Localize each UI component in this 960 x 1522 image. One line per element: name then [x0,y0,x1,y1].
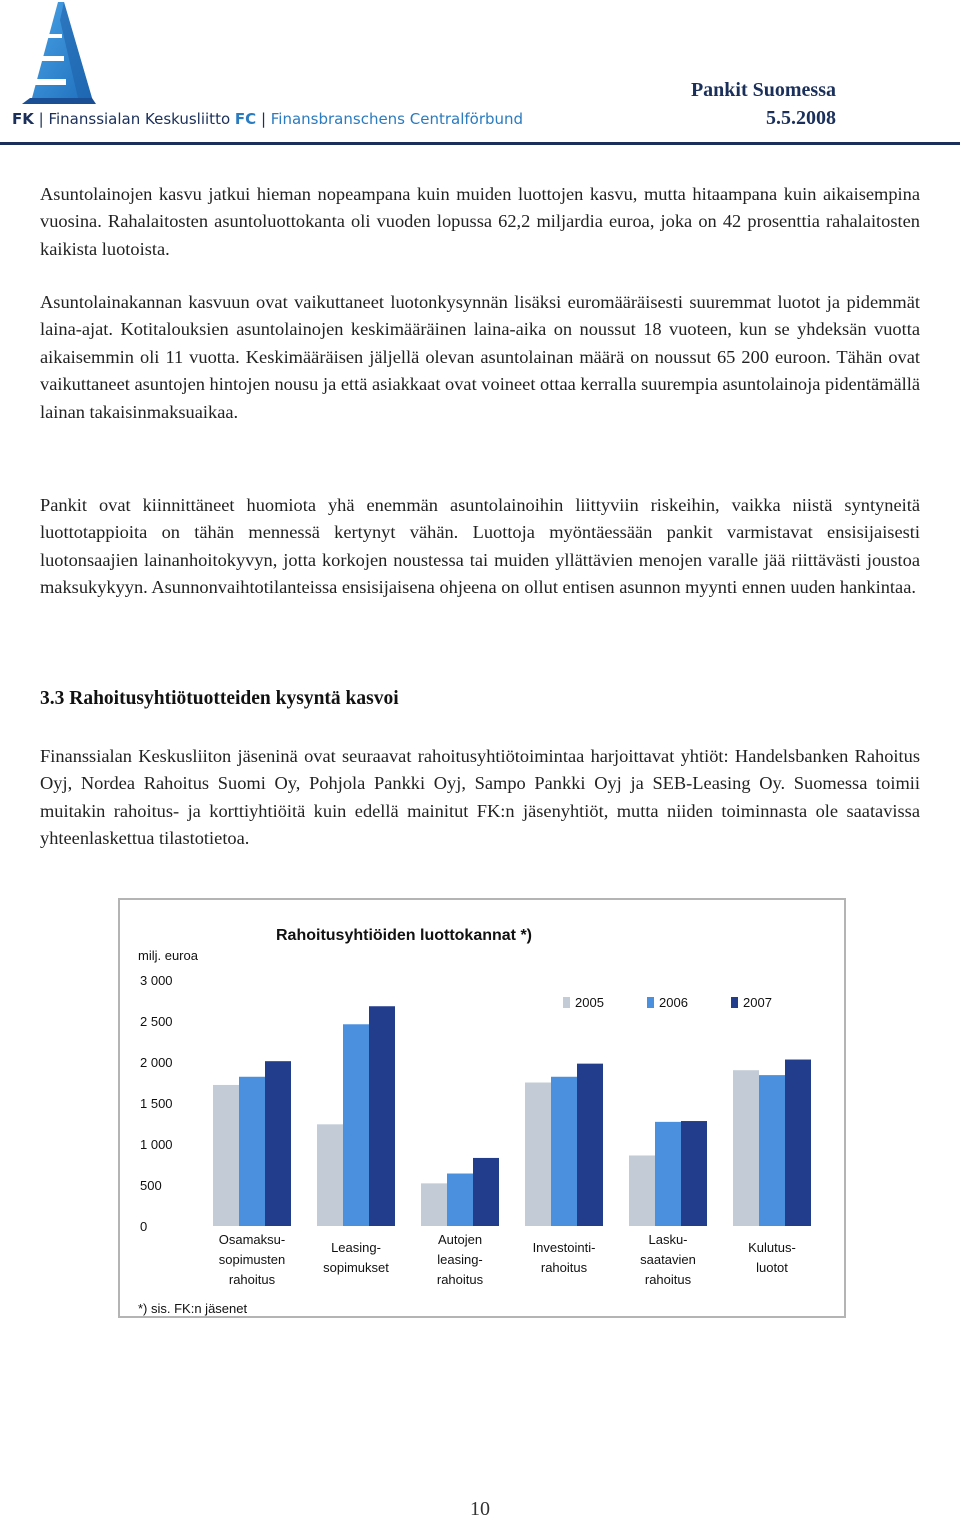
x-tick-label-line: Osamaksu- [218,1232,286,1247]
bar-2006 [343,1024,369,1226]
chart-title: Rahoitusyhtiöiden luottokannat *) [276,927,532,944]
bar-2005 [213,1085,239,1226]
paragraph-3: Pankit ovat kiinnittäneet huomiota yhä enemmän asuntolainoihin liittyviin riskeihin, vaikka niistä syntyneitä luottotappioita on tähän mennessä kertynyt vähän. Luottoja myöntäessään pankit varmistavat ensisijaisesti luotonsaajien lainanhoitokyvyn, jotta korkojen noustessa tai muiden yllättävien menojen varalle jää riittävästi joustoa maksukykyyn. Asunnonvaihtotilanteissa ensisijaisena ohjeena on ollut entisen asunnon myynti ennen uuden hankintaa. [40,495,920,598]
bar-2006 [239,1077,265,1226]
page-number: 10 [470,1498,490,1520]
x-tick-label-line: Leasing- [331,1240,381,1255]
y-tick-label: 1 500 [140,1096,173,1111]
legend-swatch-2006 [647,997,654,1008]
x-tick-label-line: sopimukset [323,1260,389,1275]
x-tick-label-line: rahoitus [436,1272,484,1287]
y-tick-label: 2 000 [140,1055,173,1070]
bar-chart [120,900,844,1316]
x-tick-label [323,1240,389,1275]
bar-2005 [629,1155,655,1226]
organization-name: FK | Finanssialan Keskusliitto FC | Finansbranschens Centralförbund [12,110,524,128]
x-tick-label-line: Lasku- [648,1232,688,1247]
x-tick-label-line: Investointi- [532,1240,596,1255]
paragraph-1: Asuntolainojen kasvu jatkui hieman nopeampana kuin muiden luottojen kasvu, mutta hitaampana kuin aikaisempina vuosina. Rahalaitosten asuntoluottokanta oli vuoden lopussa 62,2 miljardia euroa, joka on 42 prosenttia rahalaitosten kaikista luotoista. [40,184,920,259]
bar-2006 [759,1075,785,1226]
legend-swatch-2005 [563,997,570,1008]
y-tick-label: 2 500 [140,1014,173,1029]
bar-2006 [655,1122,681,1226]
fk-logo [0,0,120,106]
y-tick-label: 1 000 [140,1137,173,1152]
y-tick-label: 500 [140,1178,162,1193]
legend-label: 2006 [659,995,688,1010]
x-tick-label-line: rahoitus [540,1260,588,1275]
paragraph-2: Asuntolainakannan kasvuun ovat vaikuttaneet luotonkysynnän lisäksi euromääräisesti suuremmat luotot ja pidemmät laina-ajat. Kotitalouksien asuntolainojen keskimääräinen laina-aika on noussut 18 vuoteen, kun se yhdeksän vuotta aikaisemmin oli 11 vuotta. Keskimääräisen jäljellä olevan asuntolainan määrä on noussut 65 200 euroon. Tähän ovat vaikuttaneet asuntojen hintojen nousu ja että asiakkaat ovat voineet ottaa kerralla suurempia asuntolainoja pidentämällä lainan takaisinmaksuaikaa. [40,292,920,422]
x-tick-label [748,1240,796,1275]
x-tick-label [533,1240,596,1275]
chart-footnote: *) sis. FK:n jäsenet [138,1301,248,1316]
bar-2005 [421,1183,447,1226]
bar-2007 [681,1121,707,1226]
x-tick-label [437,1232,484,1287]
y-tick-label: 3 000 [140,973,173,988]
bar-2007 [785,1060,811,1226]
x-tick-label [219,1232,285,1287]
x-tick-label-line: luotot [756,1260,788,1275]
bar-2005 [733,1070,759,1226]
x-tick-label-line: saatavien [640,1252,696,1267]
x-tick-label-line: sopimusten [218,1252,286,1267]
x-tick-label-line: leasing- [437,1252,483,1267]
x-tick-label-line: Autojen [437,1232,483,1247]
y-axis-label: milj. euroa [138,948,198,963]
bar-2005 [317,1124,343,1226]
legend-label: 2007 [743,995,772,1010]
x-tick-label-line: rahoitus [228,1272,276,1287]
y-tick-label: 0 [140,1219,148,1234]
bar-2007 [473,1158,499,1226]
bar-2006 [551,1077,577,1226]
x-tick-label-line: rahoitus [644,1272,692,1287]
bar-2005 [525,1083,551,1227]
document-title: Pankit Suomessa [690,79,836,101]
header-rule [0,142,960,145]
section-title: 3.3 Rahoitusyhtiötuotteiden kysyntä kasvoi [40,688,399,709]
x-tick-label-line: Kulutus- [748,1240,796,1255]
bar-2007 [577,1064,603,1226]
bar-2006 [447,1174,473,1226]
chart-frame [118,898,846,1318]
legend-swatch-2007 [731,997,738,1008]
legend-label: 2005 [575,995,604,1010]
bar-2007 [369,1006,395,1226]
paragraph-4: Finanssialan Keskusliiton jäseninä ovat seuraavat rahoitusyhtiötoimintaa harjoittavat yhtiöt: Handelsbanken Rahoitus Oyj, Nordea Rahoitus Suomi Oy, Pohjola Pankki Oyj, Sampo Pankki Oyj ja SEB-Leasing Oy. Suomessa toimii muitakin rahoitus- ja korttiyhtiöitä kuin edellä mainitut FK:n jäsenyhtiöt, mutta niiden toiminnasta ole saatavissa yhteenlaskettua tilastotietoa. [40,746,920,849]
x-tick-label [640,1232,696,1287]
document-date: 5.5.2008 [766,107,836,129]
bar-2007 [265,1061,291,1226]
